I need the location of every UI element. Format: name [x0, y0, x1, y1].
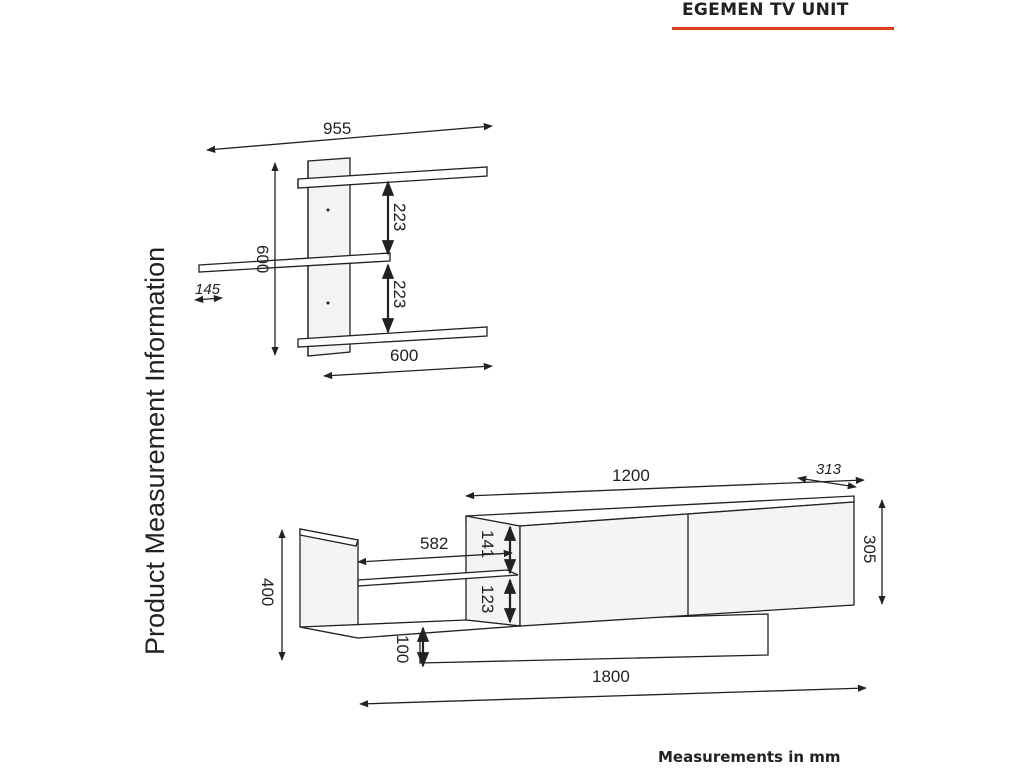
dim-side-panel-height-label: 400 [258, 578, 277, 607]
tv-unit-drawing [282, 478, 882, 704]
wall-shelf-labels [195, 119, 418, 365]
dim-plinth-height-label: 100 [393, 635, 412, 664]
dim-open-shelf-width-label: 582 [420, 534, 449, 553]
page-title: EGEMEN TV UNIT [682, 0, 849, 20]
dim-cabinet-depth-label: 313 [816, 461, 842, 478]
measurement-note: Measurements in mm [658, 748, 841, 766]
dim-depth-label: 145 [195, 281, 221, 298]
dim-height-label: 600 [253, 245, 272, 274]
dim-cabinet-height-label: 305 [860, 535, 879, 564]
dim-width-label: 955 [323, 119, 352, 138]
side-title: Product Measurement Information [140, 246, 170, 655]
dim-cabinet-width-label: 1200 [612, 466, 650, 485]
dim-open-shelf-gap-top-label: 141 [478, 530, 497, 559]
dim-total-width-label: 1800 [592, 667, 630, 686]
dim-gap-bottom-label: 223 [390, 280, 409, 309]
wall-shelf-drawing [195, 126, 492, 376]
dim-gap-top-label: 223 [390, 203, 409, 232]
dim-open-shelf-gap-bottom-label: 123 [478, 585, 497, 614]
dim-bottom-width-label: 600 [390, 346, 419, 365]
